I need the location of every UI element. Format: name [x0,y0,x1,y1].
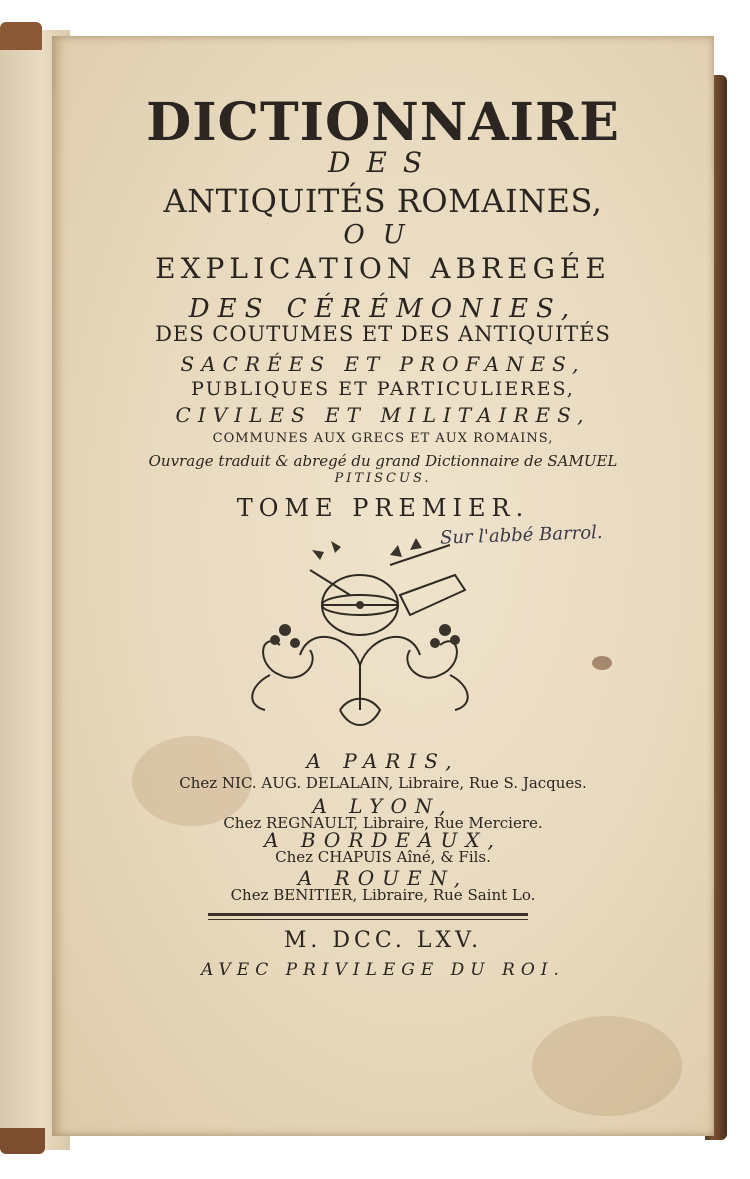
subtitle-line: SACRÉES ET PROFANES, [180,352,586,376]
divider-rule [208,919,528,920]
ink-spot [592,656,612,670]
imprint-city: A PARIS, [306,749,460,773]
author-name: PITISCUS. [334,471,432,486]
privilege-line: AVEC PRIVILEGE DU ROI. [201,960,565,980]
imprint-city: A LYON, [312,794,454,818]
subtitle-line: ANTIQUITÉS ROMAINES, [163,182,603,220]
subtitle-line: CIVILES ET MILITAIRES, [175,403,591,427]
foxing-stain [532,1016,682,1116]
subtitle-line: COMMUNES AUX GRECS ET AUX ROMAINS, [212,431,554,446]
publication-year: M. DCC. LXV. [283,928,483,953]
imprint-city: A BORDEAUX, [264,828,502,852]
title-des: DES [327,146,439,179]
title-ou: OU [343,220,423,250]
ornament-vignette-icon [240,535,500,745]
handwritten-inscription: Sur l'abbé Barrol. [439,521,603,549]
subtitle-line: EXPLICATION ABREGÉE [155,252,611,285]
divider-rule [208,913,528,916]
subtitle-line: DES COUTUMES ET DES ANTIQUITÉS [155,322,611,346]
imprint-address: Chez NIC. AUG. DELALAIN, Libraire, Rue S. Jacques. [179,774,587,792]
imprint-address: Chez BENITIER, Libraire, Rue Saint Lo. [230,886,536,904]
volume-label: TOME PREMIER. [236,494,530,522]
translator-note: Ouvrage traduit & abregé du grand Dictionnaire de SAMUEL [148,452,618,470]
imprint-address: Chez REGNAULT, Libraire, Rue Merciere. [223,814,543,832]
subtitle-line: DES CÉRÉMONIES, [188,294,578,324]
binding-corner-top [0,22,42,50]
book-title: DICTIONNAIRE [146,92,620,153]
imprint-address: Chez CHAPUIS Aîné, & Fils. [275,848,491,866]
subtitle-line: PUBLIQUES ET PARTICULIERES, [191,378,575,400]
binding-corner-bottom [0,1128,45,1154]
imprint-city: A ROUEN, [297,866,469,890]
